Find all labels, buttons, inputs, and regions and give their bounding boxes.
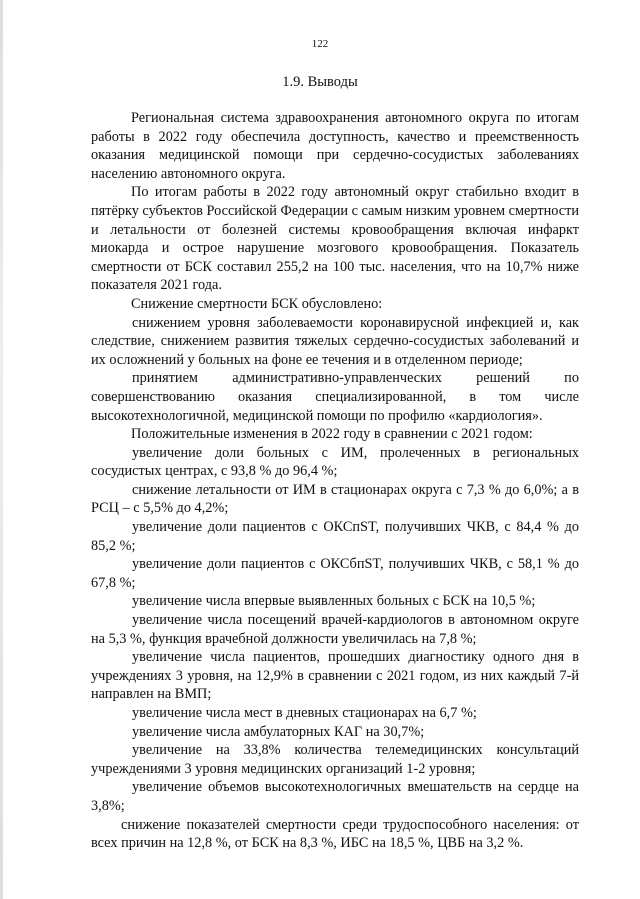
list-item: увеличение доли пациентов с ОКСбпST, получивших ЧКВ, с 58,1 % до 67,8 %; — [91, 556, 579, 591]
list-item: увеличение числа впервые выявленных больных с БСК на 10,5 %; — [132, 593, 536, 610]
paragraph-intro: Региональная система здравоохранения автономного округа по итогам работы в 2022 году обеспечила доступность, качество и преемственность оказания медицинской помощи при сердечно-сосудистых заболеваниях населению автономного округа. — [91, 110, 579, 182]
body-text — [91, 109, 579, 853]
section-heading: 1.9. Выводы — [282, 74, 358, 90]
list-item: снижение летальности от ИМ в стационарах округа с 7,3 % до 6,0%; а в РСЦ – с 5,5% до 4,2%; — [91, 481, 579, 517]
paragraph-changes-lead: Положительные изменения в 2022 году в сравнении с 2021 годом: — [131, 426, 533, 443]
list-item: увеличение числа амбулаторных КАГ на 30,7%; — [132, 723, 425, 740]
scan-edge — [0, 0, 3, 899]
paragraph-reasons-lead: Снижение смертности БСК обусловлено: — [131, 295, 383, 312]
list-item: снижение показателей смертности среди трудоспособного населения: от всех причин на 12,8 %, от БСК на 8,3 %, ИБС на 18,5 %, ЦВБ на 3,2 %. — [91, 816, 579, 852]
list-item: увеличение числа мест в дневных стационарах на 6,7 %; — [132, 705, 477, 721]
list-item: снижением уровня заболеваемости коронавирусной инфекцией и, как следствие, снижением развития тяжелых сердечно-сосудистых заболеваний и их осложнений у больных на фоне ее течения и в отделенном периоде; — [91, 314, 579, 368]
list-item: увеличение доли пациентов с ОКСпST, получивших ЧКВ, с 84,4 % до 85,2 %; — [91, 519, 579, 554]
list-item: увеличение числа пациентов, прошедших диагностику одного дня в учреждениях 3 уровня, на 12,9% в сравнении с 2021 годом, из них каждый 7-й направлен на ВМП; — [91, 649, 579, 703]
list-item: увеличение объемов высокотехнологичных вмешательств на сердце на 3,8%; — [91, 779, 579, 814]
page-number: 122 — [311, 38, 329, 50]
paragraph-results: По итогам работы в 2022 году автономный округ стабильно входит в пятёрку субъектов Российской Федерации с самым низким уровнем смертности и летальности от болезней системы кровообращения включая инфаркт миокарда и острое нарушение мозгового кровообращения. Показатель смертности от БСК составил 255,2 на 100 тыс. населения, что на 10,7% ниже показателя 2021 года. — [91, 184, 580, 294]
list-item: увеличение числа посещений врачей-кардиологов в автономном округе на 5,3 %, функция врачебной должности увеличилась на 7,8 %; — [91, 612, 579, 647]
list-item: принятием административно-управленческих решений по совершенствованию оказания специализированной, в том числе высокотехнологичной, медицинской помощи по профилю «кардиология». — [91, 370, 579, 424]
list-item: увеличение на 33,8% количества телемедицинских консультаций учреждениями 3 уровня медицинских организаций 1-2 уровня; — [91, 742, 579, 777]
list-item: увеличение доли больных с ИМ, пролеченных в региональных сосудистых центрах, с 93,8 % до 96,4 %; — [91, 444, 579, 480]
